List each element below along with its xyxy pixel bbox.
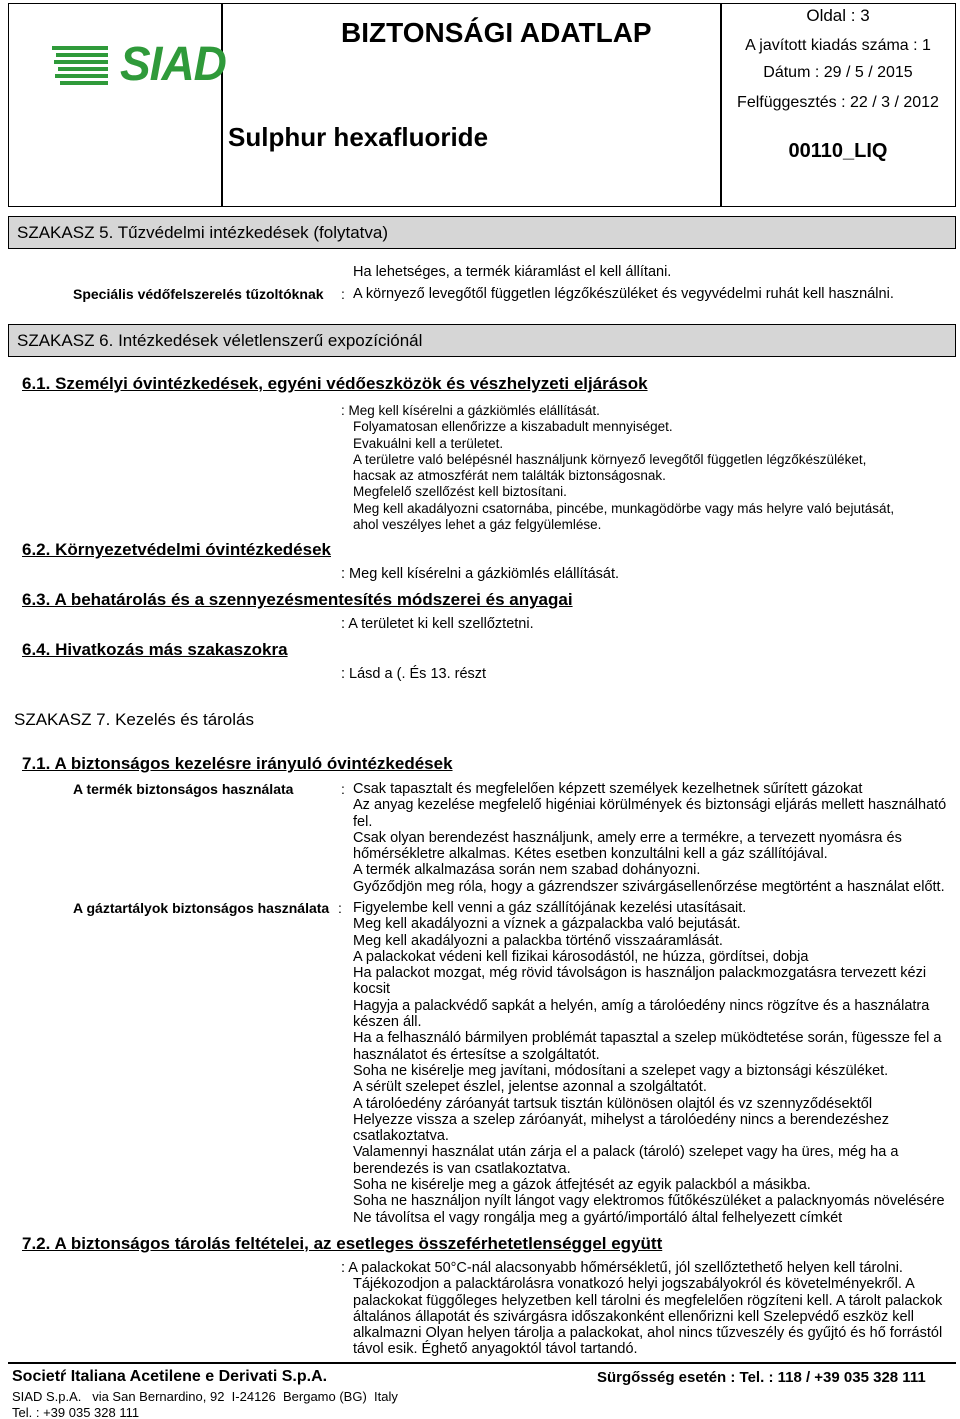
s63-text: : A területet ki kell szellőztetni. [341,616,534,632]
s72-paragraph [341,1260,942,1358]
logo-text: SIAD [120,35,226,91]
s72-line: alkalmazni Olyan helyen tárolja a palackokat, ahol nincs tűzveszély és gyűjtó és hő forrástól [353,1325,943,1342]
s71-line: készen áll. [353,1014,422,1031]
s71-line: Csak tapasztalt és megfelelően képzett személyek kezelhetnek sűrített gázokat [353,781,863,797]
s71-line: A tárolóedény záróanyát tartsuk tisztán különösen olajtól és vz szennyződésektől [353,1095,873,1112]
s71-line: Ne távolítsa el vagy rongálja meg a gyártó/importáló által felhelyezett címkét [353,1209,843,1226]
s62-text: : Meg kell kísérelni a gázkiömlés elállítását. [341,566,620,582]
header-divider [221,3,223,207]
supersedes-date: Felfüggesztés : 22 / 3 / 2012 [737,94,939,111]
s61-line: ahol veszélyes lehet a gáz felgyülemlése. [353,517,602,533]
s71-line: Soha ne kisérelje meg a gázok átfejtését az egyik palackból a másikba. [353,1177,811,1194]
s61-line: A területre való belépésnél használjunk környező levegőtől független légzőkészüléket, [353,451,867,467]
subsection-6-4-heading: 6.4. Hivatkozás más szakaszokra [22,640,288,659]
s61-line: Meg kell akadályozni csatornába, pincébe, munkagödörbe vagy más helyre való bejutását, [353,500,895,516]
section-5-title: SZAKASZ 5. Tűzvédelmi intézkedések (folytatva) [17,222,389,242]
s71-line: fel. [353,813,373,830]
s61-line: Evakuálni kell a területet. [353,435,504,451]
s71-colon: : [341,781,345,797]
s72-line: távol esik. Éghető anyagoktól távol tartandó. [353,1341,638,1358]
s61-line: hacsak az atmoszférát nem találták biztonságosnak. [353,468,666,484]
s61-line: Megfelelő szellőzést kell biztosítani. [353,484,567,500]
footer-company: Societŕ Italiana Acetilene e Derivati S.p.A. [12,1368,328,1385]
s72-line: : A palackokat 50°C-nál alacsonyabb hőmérsékletű, jól szellőztethető helyen kell tárolni. [341,1260,903,1276]
section-6-bar [8,324,956,357]
footer-address: SIAD S.p.A. via San Bernardino, 92 I-24126 Bergamo (BG) Italy [12,1389,398,1404]
s71-line: csatlakoztatva. [353,1128,449,1145]
s71-line: Helyezze vissza a szelep záróanyát, mihelyst a tárolóedény nincs a berendezéshez [353,1111,889,1128]
s71-label-product: A termék biztonságos használata [73,781,294,797]
subsection-6-1-heading: 6.1. Személyi óvintézkedések, egyéni védőeszközök és vészhelyzeti eljárások [22,374,648,393]
s61-line: : Meg kell kísérelni a gázkiömlés elállítását. [341,403,600,418]
s71-line: Ha palackot mozgat, még rövid távolságon is használjon palackmozgatásra tervezett kézi [353,965,927,982]
s72-line: Tájékozodjon a palacktárolásra vonatkozó helyi jogszabályokról és követelményekről. A [353,1276,915,1293]
s61-paragraph [341,403,894,533]
section-6-title: SZAKASZ 6. Intézkedések véletlenszerű expozíciónál [17,330,423,350]
s71-line: kocsit [353,981,391,998]
s71-line: A termék alkalmazása során nem szabad dohányozni. [353,862,701,879]
s71-line: Figyelembe kell venni a gáz szállítójának kezelési utasításait. [353,900,747,916]
s71-line: A palackokat védeni kell fizikai károsodástól, ne húzza, gördítsei, dobja [353,948,809,965]
s71-line: Meg kell akadályozni a víznek a gázpalackba való bejutását. [353,916,741,933]
page-number: Oldal : 3 [806,6,870,25]
s61-line: Folyamatosan ellenőrizze a kiszabadult mennyiséget. [353,419,673,435]
footer-emergency: Sürgősség esetén : Tel. : 118 / +39 035 328 111 [597,1369,926,1386]
s5-label: Speciális védőfelszerelés tűzoltóknak [73,286,324,302]
s71-label-containers: A gáztartályok biztonságos használata [73,900,330,916]
s71-colon: : [338,900,342,916]
s71-line: használatot és értesítse a szolgáltatót. [353,1046,600,1063]
section-5-bar [8,216,956,249]
s71-line: Az anyag kezelése megfelelő higéniai körülmények és biztonsági eljárás mellett használható [353,797,947,814]
s71-line: Soha ne használjon nyílt lángot vagy elektromos fűtőkészüléket a palacknyomás növelésére [353,1193,945,1210]
product-name: Sulphur hexafluoride [228,122,489,152]
s71-line: Győződjön meg róla, hogy a gázrendszer szivárgásellenőrzése megtörtént a használat előtt. [353,878,945,895]
footer-divider [8,1362,956,1364]
footer-tel: Tel. : +39 035 328 111 [12,1405,140,1419]
revision-number: A javított kiadás száma : 1 [745,37,931,54]
s71-line: Ha a felhasználó bármilyen problémát tapasztal a szelep müködtetése során, fügessze fel a [353,1030,942,1047]
document-title: BIZTONSÁGI ADATLAP [341,17,652,48]
s71-line: Valamennyi használat után zárja el a palack (tároló) szelepet vagy ha üres, még ha a [353,1144,899,1161]
s71-line: Meg kell akadályozni a palackba történő visszaáramlását. [353,932,723,949]
s71-line: A sérült szelepet észlel, jelentse azonnal a szolgáltatót. [353,1079,707,1096]
s71-line: Hagyja a palackvédő sapkát a helyén, amíg a tárolóedény nincs rögzítve és a használatra [353,997,930,1014]
s72-line: palackokat függőleges helyzetben kell tárolni és megfelelően rögzíteni kell. A tárolt palackok [353,1292,943,1309]
section-7-title: SZAKASZ 7. Kezelés és tárolás [14,710,254,729]
s64-text: : Lásd a (. És 13. részt [341,666,487,682]
s71-paragraph-product [353,781,946,895]
s71-line: berendezés is van csatlakoztatva. [353,1160,571,1177]
subsection-6-2-heading: 6.2. Környezetvédelmi óvintézkedések [22,540,331,559]
document-code: 00110_LIQ [788,140,888,162]
s71-paragraph-containers [353,900,945,1226]
subsection-7-1-heading: 7.1. A biztonságos kezelésre irányuló óvintézkedések [22,754,453,773]
s71-line: Soha ne kisérelje meg javítani, módosítani a szelepet vagy a biztonsági készüléket. [353,1062,889,1079]
s71-line: Csak olyan berendezést használjunk, amely erre a termékre, a tervezett nyomásra és [353,829,902,846]
issue-date: Dátum : 29 / 5 / 2015 [763,64,913,81]
s71-line: hőmérsékletre alkalmas. Kétes esetben konzultálni kell a gáz szállítójával. [353,846,828,863]
s5-text-line: Ha lehetséges, a termék kiáramlást el kell állítani. [353,264,672,280]
subsection-7-2-heading: 7.2. A biztonságos tárolás feltételei, az esetleges összeférhetetlenséggel együtt [22,1234,663,1253]
s5-text-line: A környező levegőtől független légzőkészüléket és vegyvédelmi ruhát kell használni. [353,286,894,302]
subsection-6-3-heading: 6.3. A behatárolás és a szennyezésmentesítés módszerei és anyagai [22,590,573,609]
s5-colon: : [341,286,345,302]
s72-line: általános állapotát és szivárgásra időszakonként ellenőrizni kell Szelepvédő eszköz kell [353,1308,914,1325]
